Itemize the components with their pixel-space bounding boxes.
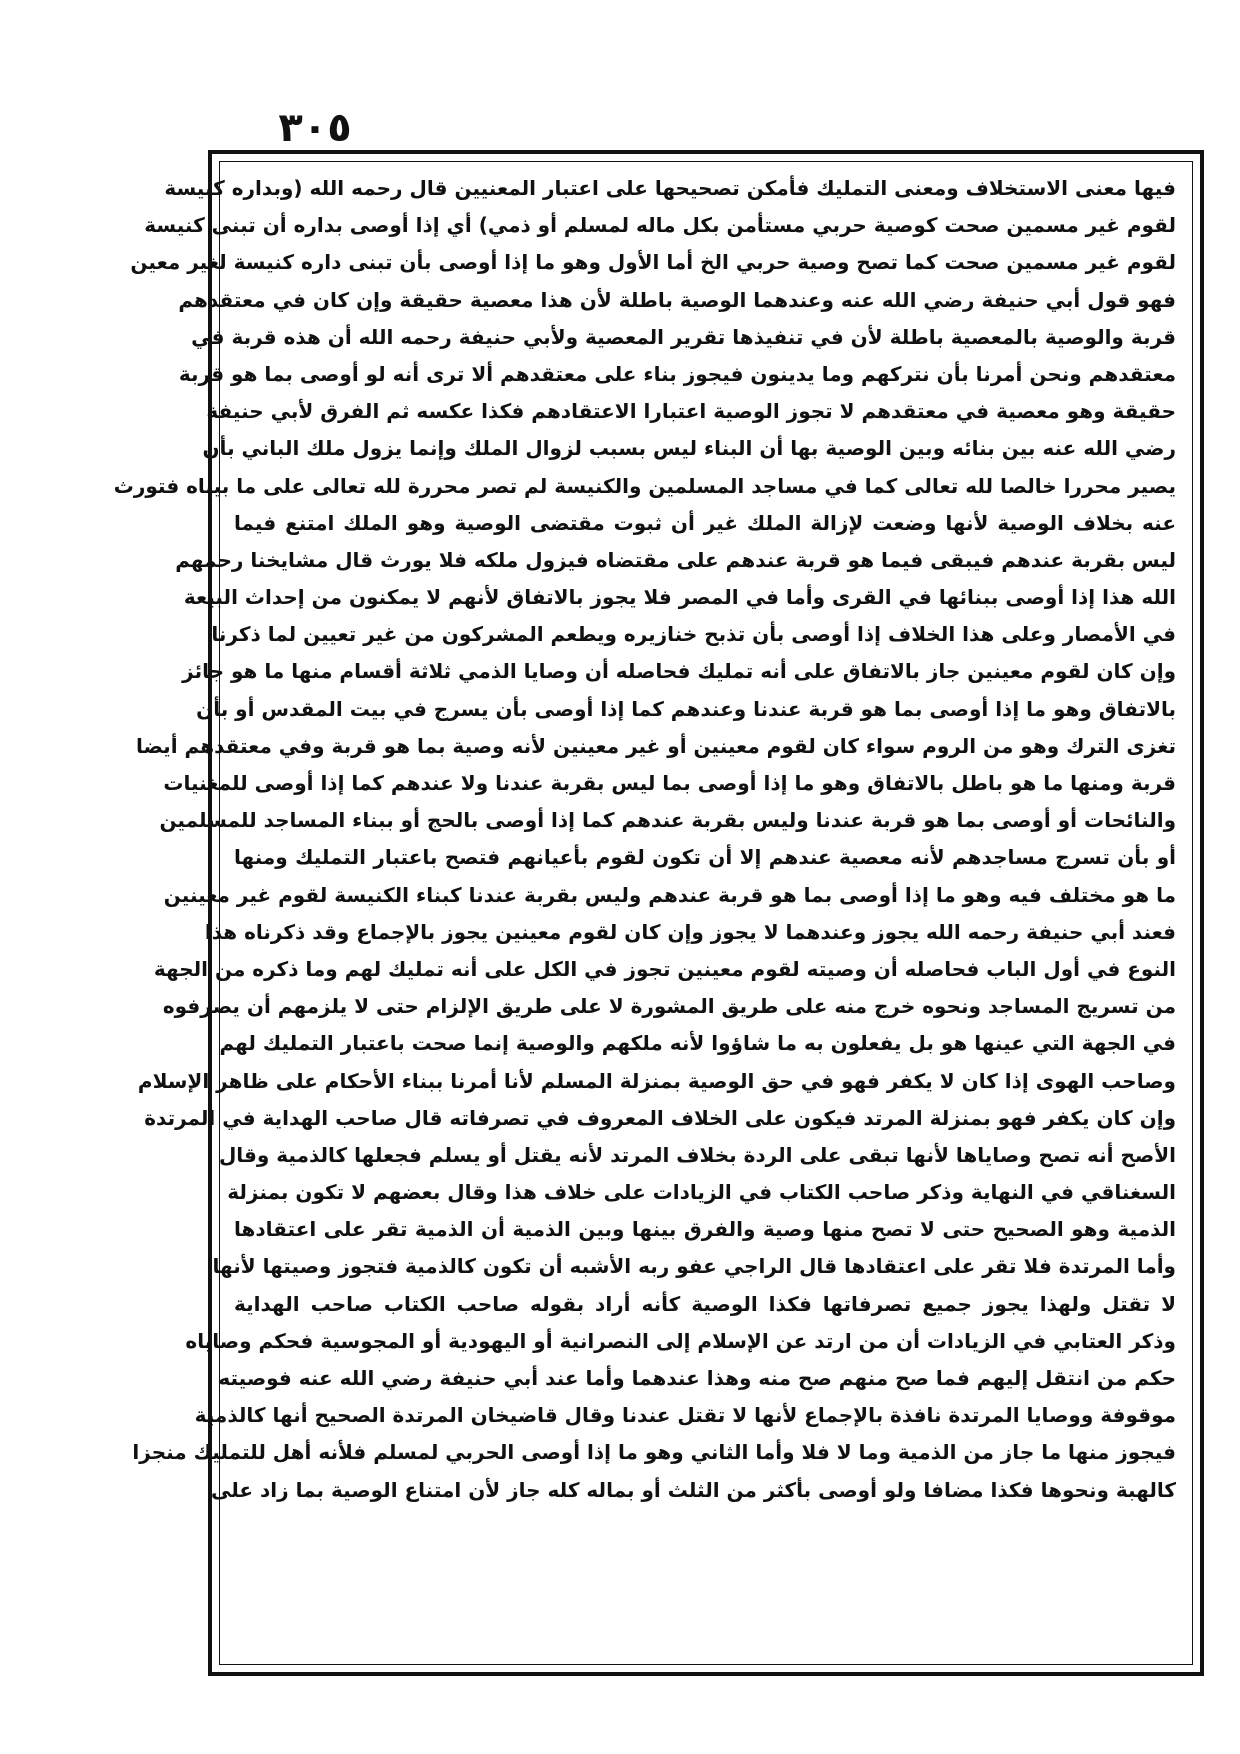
body-text bbox=[113, 170, 1176, 1509]
text-line: في الأمصار وعلى هذا الخلاف إذا أوصى بأن تذبح خنازيره ويطعم المشركون من غير تعيين لما ذكرنا bbox=[211, 622, 1176, 647]
text-line: وذكر العتابي في الزيادات أن من ارتد عن الإسلام إلى النصرانية أو اليهودية أو المجوسية فحكم وصاياه bbox=[185, 1328, 1176, 1353]
text-line: فعند أبي حنيفة رحمه الله يجوز وعندهما لا يجوز وإن كان لقوم معينين يجوز بالإجماع وقد ذكرناه هذا bbox=[204, 919, 1176, 944]
text-line: لقوم غير مسمين صحت كما تصح وصية حربي الخ أما الأول وهو ما إذا أوصى بأن تبنى داره كنيسة لغير معين bbox=[130, 250, 1176, 275]
text-line: ليس بقربة عندهم فيبقى فيما هو قربة عندهم على مقتضاه فيزول ملكه فلا يورث قال مشايخنا رحمهم bbox=[175, 547, 1176, 572]
text-line: قربة ومنها ما هو باطل بالاتفاق وهو ما إذا أوصى بما ليس بقربة عندنا ولا عندهم كما إذا أوصى للمغنيات bbox=[163, 771, 1176, 795]
page-number: ٣٠٥ bbox=[278, 105, 352, 151]
text-line: وإن كان يكفر فهو بمنزلة المرتد فيكون على الخلاف المعروف في تصرفاته قال صاحب الهداية في المرتدة bbox=[144, 1105, 1176, 1130]
text-line: قربة والوصية بالمعصية باطلة لأن في تنفيذها تقرير المعصية ولأبي حنيفة رحمه الله أن هذه قربة في bbox=[191, 324, 1176, 349]
page-frame-inner bbox=[113, 161, 1193, 1665]
text-line: أو بأن تسرج مساجدهم لأنه معصية عندهم إلا أن تكون لقوم بأعيانهم فتصح باعتبار التمليك ومنها bbox=[234, 845, 1176, 870]
text-line: ما هو مختلف فيه وهو ما إذا أوصى بما هو قربة عندهم وليس بقربة عندنا كبناء الكنيسة لقوم غير معينين bbox=[163, 882, 1176, 907]
text-line: من تسريج المساجد ونحوه خرج منه على طريق المشورة لا على طريق الإلزام حتى لا يلزمهم أن يصرفوه bbox=[162, 994, 1176, 1019]
text-line: فهو قول أبي حنيفة رضي الله عنه وعندهما الوصية باطلة لأن هذا معصية حقيقة وإن كان في معتقدهم bbox=[178, 287, 1176, 312]
text-line: موقوفة ووصايا المرتدة نافذة بالإجماع لأنها لا تقتل عندنا وقال قاضيخان المرتدة الصحيح أنها كالذمية bbox=[194, 1403, 1176, 1428]
text-line: رضي الله عنه بين بنائه وبين الوصية بها أن البناء ليس بسبب لزوال الملك وإنما يزول ملك الباني بأن bbox=[202, 436, 1176, 461]
text-line: كالهبة ونحوها فكذا مضافا ولو أوصى بأكثر من الثلث أو بماله كله جاز لأن امتناع الوصية بما زاد على bbox=[211, 1477, 1176, 1502]
text-line: يصير محررا خالصا لله تعالى كما في مساجد المسلمين والكنيسة لم تصر محررة لله تعالى على ما بيناه فتورث bbox=[113, 473, 1176, 498]
text-line: تغزى الترك وهو من الروم سواء كان لقوم معينين أو غير معينين لأنه وصية بما هو قربة وفي معتقدهم أيضا bbox=[135, 733, 1176, 758]
text-line: وأما المرتدة فلا تقر على اعتقادها قال الراجي عفو ربه الأشبه أن تكون كالذمية فتجوز وصيتها لأنها bbox=[212, 1254, 1176, 1279]
text-line: الله هذا إذا أوصى ببنائها في القرى وأما في المصر فلا يجوز بالاتفاق لأنهم لا يمكنون من إحداث البيعة bbox=[183, 585, 1176, 610]
text-line: في الجهة التي عينها هو بل يفعلون به ما شاؤوا لأنه ملكهم والوصية إنما صحت باعتبار التمليك لهم bbox=[219, 1031, 1176, 1056]
text-line: معتقدهم ونحن أمرنا بأن نتركهم وما يدينون فيجوز بناء على معتقدهم ألا ترى أنه لو أوصى بما هو قربة bbox=[178, 361, 1176, 386]
text-line: بالاتفاق وهو ما إذا أوصى بما هو قربة عندنا وعندهم كما إذا أوصى بأن يسرج في بيت المقدس أو بأن bbox=[196, 696, 1176, 721]
text-line: والنائحات أو أوصى بما هو قربة عندنا وليس بقربة عندهم كما إذا أوصى بالحج أو ببناء المساجد للمسلمين bbox=[159, 808, 1176, 833]
text-line: حكم من انتقل إليهم فما صح منهم صح منه وهذا عندهما وأما عند أبي حنيفة رضي الله عنه فوصيته bbox=[218, 1366, 1176, 1390]
text-line: لا تقتل ولهذا يجوز جميع تصرفاتها فكذا الوصية كأنه أراد بقوله صاحب الكتاب صاحب الهداية bbox=[234, 1291, 1176, 1316]
page-frame bbox=[113, 150, 1204, 1676]
text-line: فيها معنى الاستخلاف ومعنى التمليك فأمكن تصحيحها على اعتبار المعنيين قال رحمه الله (وبداره كنيسة bbox=[164, 176, 1176, 200]
text-line: عنه بخلاف الوصية لأنها وضعت لإزالة الملك غير أن ثبوت مقتضى الوصية وهو الملك امتنع فيما bbox=[234, 510, 1176, 535]
text-line: الأصح أنه تصح وصاياها لأنها تبقى على الردة بخلاف المرتد لأنه يقتل أو يسلم فجعلها كالذمية وقال bbox=[218, 1142, 1176, 1167]
text-line: لقوم غير مسمين صحت كوصية حربي مستأمن بكل ماله لمسلم أو ذمي) أي إذا أوصى بداره أن تبنى كنيسة bbox=[144, 213, 1176, 238]
text-line: السغناقي في النهاية وذكر صاحب الكتاب في الزيادات على خلاف هذا وقال بعضهم لا تكون بمنزلة bbox=[227, 1180, 1176, 1205]
text-line: حقيقة وهو معصية في معتقدهم لا تجوز الوصية اعتبارا الاعتقادهم فكذا عكسه ثم الفرق لأبي حنيفة bbox=[206, 399, 1176, 424]
text-line: وإن كان لقوم معينين جاز بالاتفاق على أنه تمليك فحاصله أن وصايا الذمي ثلاثة أقسام منها ما هو جائز bbox=[182, 659, 1176, 684]
text-line: وصاحب الهوى إذا كان لا يكفر فهو في حق الوصية بمنزلة المسلم لأنا أمرنا ببناء الأحكام على ظاهر الإسلام bbox=[137, 1068, 1176, 1093]
text-line: النوع في أول الباب فحاصله أن وصيته لقوم معينين تجوز في الكل على أنه تمليك لهم وما ذكره من الجهة bbox=[153, 956, 1176, 981]
text-line: الذمية وهو الصحيح حتى لا تصح منها وصية والفرق بينها وبين الذمية أن الذمية تقر على اعتقادها bbox=[234, 1217, 1176, 1242]
text-line: فيجوز منها ما جاز من الذمية وما لا فلا وأما الثاني وهو ما إذا أوصى الحربي لمسلم فلأنه أهل للتمليك منجزا bbox=[132, 1440, 1176, 1465]
